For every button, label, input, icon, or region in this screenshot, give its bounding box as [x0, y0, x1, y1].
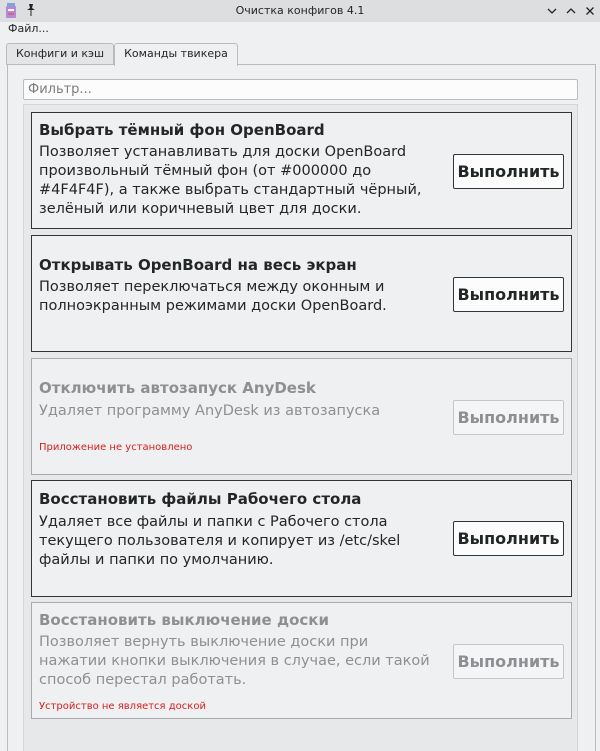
command-description: Позволяет вернуть выключение доски при нажатии кнопки выключения в случае, если такой способ перестал работать. — [39, 634, 430, 688]
run-button[interactable]: Выполнить — [453, 277, 564, 312]
command-description: Позволяет переключаться между оконным и полноэкранным режимами доски OpenBoard. — [39, 279, 387, 314]
command-card-openboard-fullscreen — [31, 235, 572, 352]
command-title: Открывать OpenBoard на весь экран — [39, 256, 357, 274]
command-title: Выбрать тёмный фон OpenBoard — [39, 121, 325, 139]
chevron-down-icon — [547, 6, 557, 16]
close-icon — [585, 6, 595, 16]
status-note: Приложение не установлено — [39, 442, 193, 453]
window-title: Очистка конфигов 4.1 — [235, 4, 365, 17]
command-card-anydesk-autostart — [31, 358, 572, 475]
command-title: Восстановить файлы Рабочего стола — [39, 490, 362, 508]
command-card-restore-shutdown — [31, 602, 572, 719]
tab-configs-cache[interactable]: Конфиги и кэш — [6, 43, 114, 65]
command-title: Отключить автозапуск AnyDesk — [39, 379, 316, 397]
command-card-openboard-dark-bg — [31, 112, 572, 229]
tab-tweaker-commands[interactable]: Команды твикера — [114, 43, 238, 66]
maximize-button[interactable] — [563, 3, 579, 19]
menu-bar — [0, 22, 600, 37]
chevron-up-icon — [566, 6, 576, 16]
commands-list — [23, 104, 578, 751]
filter-input[interactable] — [23, 79, 578, 100]
title-bar — [0, 0, 600, 22]
run-button: Выполнить — [453, 400, 564, 435]
command-description: Позволяет устанавливать для доски OpenBoard произвольный тёмный фон (от #000000 до #4F4F4F), а также выбрать стандартный чёрный, зелёный или коричневый цвет для доски. — [39, 144, 422, 217]
command-card-restore-desktop — [31, 480, 572, 597]
run-button[interactable]: Выполнить — [453, 154, 564, 189]
command-description: Удаляет все файлы и папки с Рабочего стола текущего пользователя и копирует из /etc/skel файлы и папки по умолчанию. — [39, 514, 401, 568]
tab-bar — [6, 43, 238, 65]
command-description: Удаляет программу AnyDesk из автозапуска — [39, 403, 381, 419]
run-button: Выполнить — [453, 644, 564, 679]
run-button[interactable]: Выполнить — [453, 521, 564, 556]
close-button[interactable] — [582, 3, 598, 19]
menu-file[interactable]: Файл... — [8, 22, 49, 35]
command-title: Восстановить выключение доски — [39, 611, 329, 629]
minimize-button[interactable] — [544, 3, 560, 19]
status-note: Устройство не является доской — [39, 701, 206, 712]
